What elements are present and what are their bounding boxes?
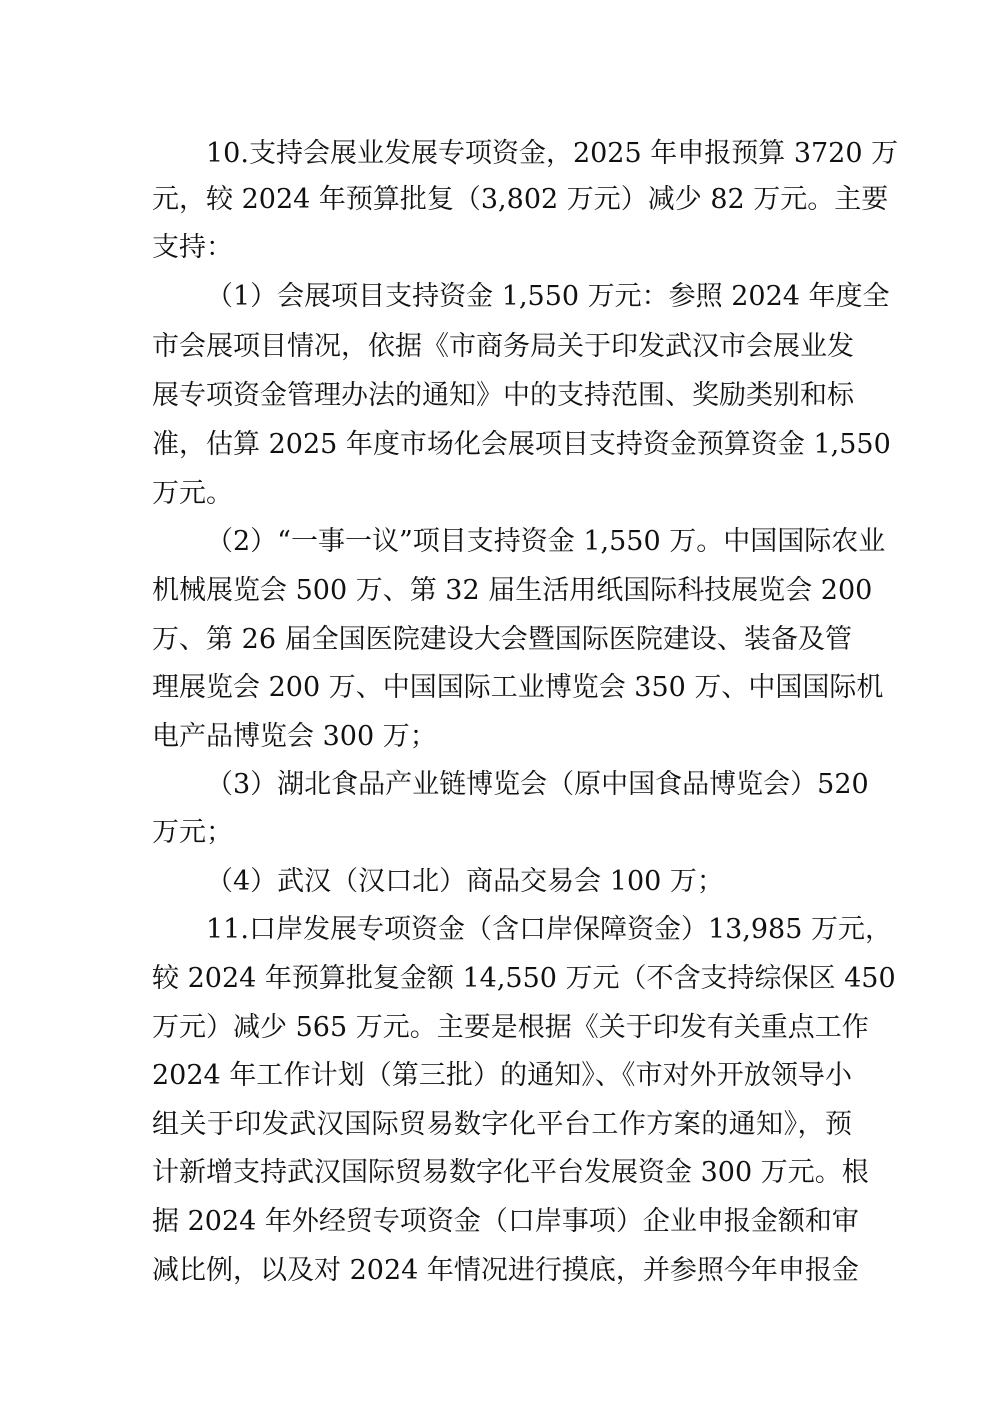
paragraph-11-line-7: 据 2024 年外经贸专项资金（口岸事项）企业申报金额和审 — [152, 1206, 859, 1237]
item-3-line-2: 万元； — [152, 817, 233, 848]
item-3-line-1: （3）湖北食品产业链博览会（原中国食品博览会）520 — [206, 769, 869, 800]
item-2-line-1: （2）“一事一议”项目支持资金 1,550 万。中国国际农业 — [206, 526, 886, 557]
item-1-line-2: 市会展项目情况，依据《市商务局关于印发武汉市会展业发 — [152, 331, 854, 362]
item-1-line-4: 准，估算 2025 年度市场化会展项目支持资金预算资金 1,550 — [152, 429, 891, 460]
paragraph-11-line-5: 组关于印发武汉国际贸易数字化平台工作方案的通知》，预 — [152, 1109, 852, 1140]
item-1-line-1: （1）会展项目支持资金 1,550 万元：参照 2024 年度全 — [206, 281, 890, 312]
item-4-line-1: （4）武汉（汉口北）商品交易会 100 万； — [206, 866, 724, 897]
item-2-line-4: 理展览会 200 万、中国国际工业博览会 350 万、中国国际机 — [152, 672, 884, 703]
paragraph-11-line-6: 计新增支持武汉国际贸易数字化平台发展资金 300 万元。根 — [152, 1157, 869, 1188]
paragraph-11-line-4: 2024 年工作计划（第三批）的通知》、《市对外开放领导小 — [152, 1060, 852, 1091]
paragraph-10-line-2: 元，较 2024 年预算批复（3,802 万元）减少 82 万元。主要 — [152, 184, 889, 215]
paragraph-10-line-3: 支持： — [152, 232, 233, 263]
item-1-line-3: 展专项资金管理办法的通知》中的支持范围、奖励类别和标 — [152, 380, 854, 411]
paragraph-11-line-8: 减比例，以及对 2024 年情况进行摸底，并参照今年申报金 — [152, 1255, 859, 1286]
item-1-line-5: 万元。 — [152, 478, 233, 509]
paragraph-11-line-1: 11.口岸发展专项资金（含口岸保障资金）13,985 万元， — [206, 914, 892, 945]
paragraph-11-line-2: 较 2024 年预算批复金额 14,550 万元（不含支持综保区 450 — [152, 963, 896, 994]
paragraph-10-line-1: 10.支持会展业发展专项资金，2025 年申报预算 3720 万 — [206, 138, 899, 169]
paragraph-11-line-3: 万元）减少 565 万元。主要是根据《关于印发有关重点工作 — [152, 1012, 869, 1043]
item-2-line-2: 机械展览会 500 万、第 32 届生活用纸国际科技展览会 200 — [152, 575, 873, 606]
item-2-line-5: 电产品博览会 300 万； — [152, 721, 437, 752]
item-2-line-3: 万、第 26 届全国医院建设大会暨国际医院建设、装备及管 — [152, 624, 852, 655]
